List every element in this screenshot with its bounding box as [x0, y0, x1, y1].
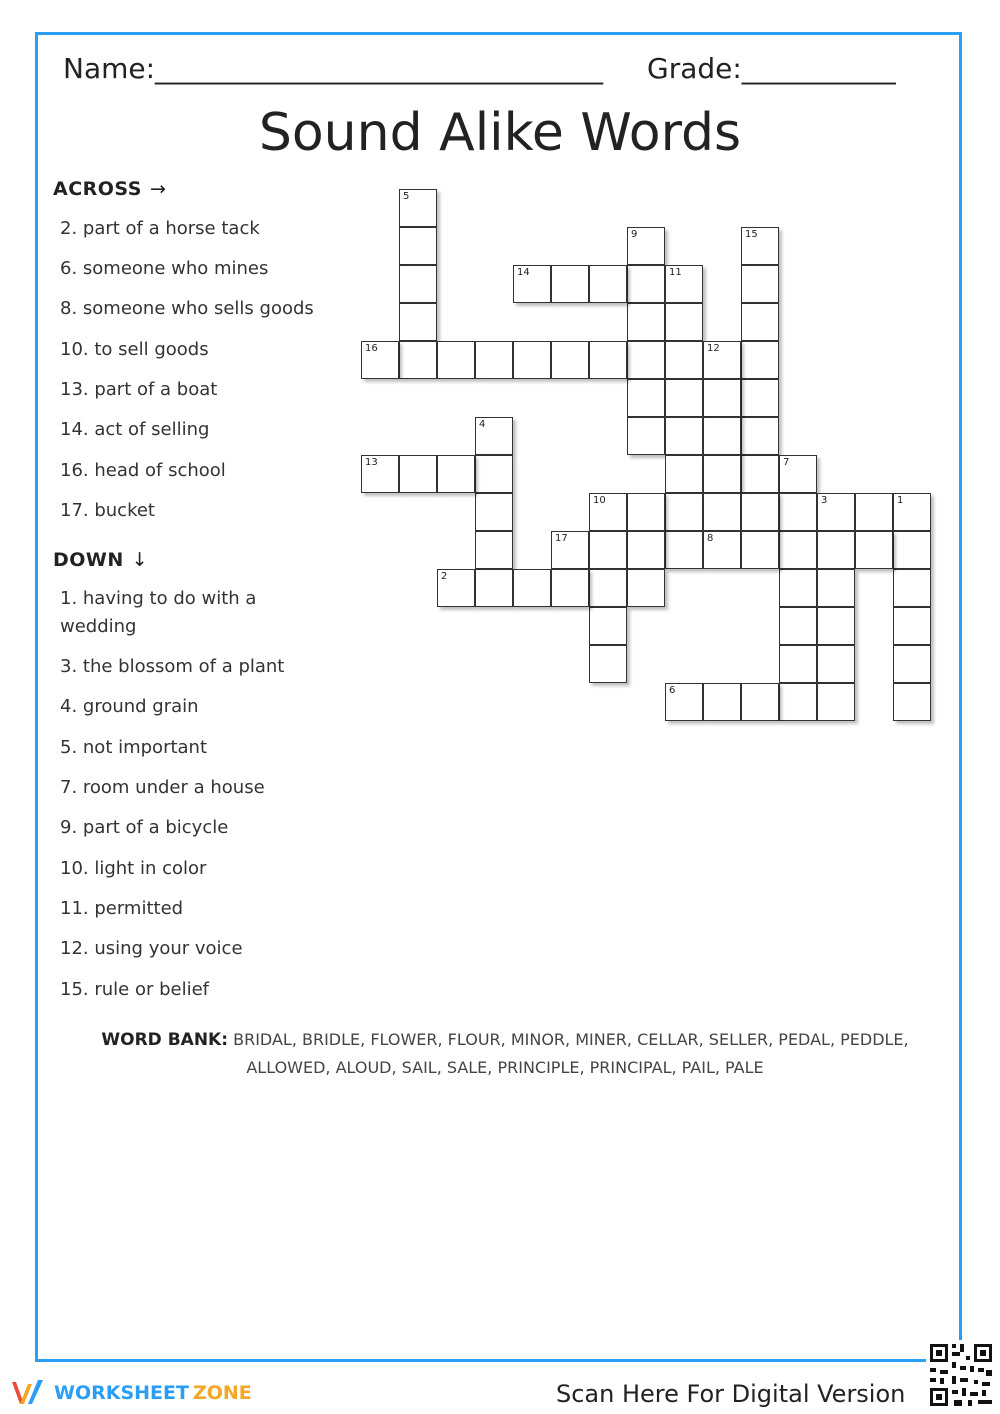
crossword-cell[interactable] [589, 607, 627, 645]
crossword-cell[interactable] [627, 569, 665, 607]
crossword-cell[interactable] [513, 265, 551, 303]
crossword-cell[interactable] [551, 265, 589, 303]
crossword-cell[interactable] [665, 493, 703, 531]
crossword-cell[interactable] [779, 493, 817, 531]
clue-number: 16 [365, 343, 378, 354]
crossword-cell[interactable] [817, 569, 855, 607]
crossword-cell[interactable] [665, 265, 703, 303]
down-clue: 1. having to do with a wedding [60, 588, 257, 637]
clue-number: 1 [897, 495, 904, 506]
crossword-cell[interactable] [855, 531, 893, 569]
crossword-cell[interactable] [741, 227, 779, 265]
crossword-cell[interactable] [741, 417, 779, 455]
crossword-cell[interactable] [741, 379, 779, 417]
word-bank-words: BRIDAL, BRIDLE, FLOWER, FLOUR, MINOR, MINER, CELLAR, SELLER, PEDAL, PEDDLE, ALLOWED, ALOUD, SAIL, SALE, PRINCIPLE, PRINCIPAL, PAIL, PALE [233, 1030, 909, 1077]
clue-number: 8 [707, 533, 714, 544]
crossword-cell[interactable] [741, 531, 779, 569]
crossword-cell[interactable] [741, 455, 779, 493]
crossword-cell[interactable] [817, 645, 855, 683]
crossword-cell[interactable] [665, 379, 703, 417]
crossword-cell[interactable] [817, 493, 855, 531]
crossword-cell[interactable] [855, 493, 893, 531]
clue-number: 7 [783, 457, 790, 468]
crossword-cell[interactable] [627, 265, 665, 303]
across-clue: 16. head of school [60, 460, 226, 481]
crossword-cell[interactable] [437, 569, 475, 607]
crossword-cell[interactable] [627, 303, 665, 341]
clue-number: 4 [479, 419, 486, 430]
crossword-cell[interactable] [513, 341, 551, 379]
across-heading-label: ACROSS [53, 178, 142, 200]
crossword-cell[interactable] [437, 455, 475, 493]
crossword-cell[interactable] [627, 341, 665, 379]
brand-name-part1: WORKSHEET [54, 1382, 189, 1404]
crossword-cell[interactable] [361, 341, 399, 379]
crossword-cell[interactable] [741, 341, 779, 379]
crossword-cell[interactable] [779, 645, 817, 683]
down-clue: 5. not important [60, 737, 208, 758]
crossword-cell[interactable] [665, 455, 703, 493]
crossword-cell[interactable] [893, 645, 931, 683]
word-bank-label: WORD BANK: [101, 1030, 229, 1050]
crossword-cell[interactable] [893, 493, 931, 531]
worksheet-zone-logo [10, 1376, 252, 1410]
crossword-cell[interactable] [589, 493, 627, 531]
scan-caption: Scan Here For Digital Version [556, 1380, 906, 1408]
crossword-cell[interactable] [589, 531, 627, 569]
crossword-cell[interactable] [665, 683, 703, 721]
down-clue: 9. part of a bicycle [60, 817, 229, 838]
crossword-cell[interactable] [703, 493, 741, 531]
across-clue: 14. act of selling [60, 419, 210, 440]
crossword-cell[interactable] [589, 341, 627, 379]
logo-icon [10, 1378, 48, 1408]
across-clue: 10. to sell goods [60, 339, 209, 360]
grade-field[interactable]: Grade:___________ [647, 52, 896, 85]
crossword-cell[interactable] [399, 265, 437, 303]
crossword-cell[interactable] [627, 379, 665, 417]
down-clue: 11. permitted [60, 898, 184, 919]
crossword-cell[interactable] [741, 265, 779, 303]
crossword-cell[interactable] [627, 493, 665, 531]
crossword-cell[interactable] [475, 341, 513, 379]
across-clue: 2. part of a horse tack [60, 218, 260, 239]
crossword-cell[interactable] [399, 341, 437, 379]
crossword-cell[interactable] [741, 683, 779, 721]
crossword-cell[interactable] [399, 455, 437, 493]
crossword-cell[interactable] [399, 227, 437, 265]
page-title: Sound Alike Words [258, 103, 742, 163]
crossword-cell[interactable] [741, 493, 779, 531]
down-clue: 4. ground grain [60, 696, 199, 717]
crossword-cell[interactable] [741, 303, 779, 341]
qr-code-icon[interactable] [926, 1340, 996, 1410]
brand-name-part2: ZONE [192, 1382, 252, 1404]
crossword-cell[interactable] [893, 531, 931, 569]
clue-number: 9 [631, 229, 638, 240]
down-clue: 3. the blossom of a plant [60, 656, 285, 677]
down-clue: 15. rule or belief [60, 979, 210, 1000]
crossword-cell[interactable] [665, 303, 703, 341]
clue-number: 10 [593, 495, 606, 506]
crossword-cell[interactable] [893, 683, 931, 721]
crossword-cell[interactable] [703, 417, 741, 455]
crossword-cell[interactable] [475, 417, 513, 455]
clue-number: 3 [821, 495, 828, 506]
down-clue: 7. room under a house [60, 777, 265, 798]
crossword-cell[interactable] [627, 417, 665, 455]
crossword-cell[interactable] [817, 531, 855, 569]
crossword-cell[interactable] [665, 417, 703, 455]
crossword-cell[interactable] [513, 569, 551, 607]
crossword-cell[interactable] [475, 455, 513, 493]
crossword-cell[interactable] [817, 683, 855, 721]
crossword-cell[interactable] [399, 189, 437, 227]
down-heading-label: DOWN [53, 549, 124, 571]
crossword-cell[interactable] [361, 455, 399, 493]
clue-number: 11 [669, 267, 682, 278]
crossword-cell[interactable] [627, 531, 665, 569]
crossword-cell[interactable] [779, 569, 817, 607]
crossword-cell[interactable] [703, 683, 741, 721]
crossword-cell[interactable] [399, 303, 437, 341]
crossword-cell[interactable] [551, 531, 589, 569]
crossword-cell[interactable] [893, 607, 931, 645]
crossword-cell[interactable] [589, 645, 627, 683]
clue-number: 5 [403, 191, 410, 202]
crossword-cell[interactable] [703, 531, 741, 569]
crossword-cell[interactable] [589, 569, 627, 607]
clue-number: 13 [365, 457, 378, 468]
clue-number: 17 [555, 533, 568, 544]
crossword-cell[interactable] [551, 341, 589, 379]
word-bank [60, 1026, 950, 1082]
across-clue: 8. someone who sells goods [60, 298, 314, 319]
crossword-cell[interactable] [703, 455, 741, 493]
clue-number: 14 [517, 267, 530, 278]
crossword-cell[interactable] [779, 455, 817, 493]
crossword-cell[interactable] [551, 569, 589, 607]
name-field[interactable]: Name:________________________________ [63, 52, 604, 85]
across-clue: 6. someone who mines [60, 258, 269, 279]
crossword-cell[interactable] [817, 607, 855, 645]
crossword-cell[interactable] [475, 569, 513, 607]
crossword-cell[interactable] [627, 227, 665, 265]
crossword-cell[interactable] [703, 341, 741, 379]
crossword-cell[interactable] [589, 265, 627, 303]
crossword-cell[interactable] [779, 607, 817, 645]
arrow-right-icon: → [149, 178, 167, 200]
across-clue: 17. bucket [60, 500, 155, 521]
crossword-cell[interactable] [779, 531, 817, 569]
crossword-cell[interactable] [475, 493, 513, 531]
crossword-cell[interactable] [703, 379, 741, 417]
clue-number: 6 [669, 685, 676, 696]
clue-number: 2 [441, 571, 448, 582]
crossword-cell[interactable] [665, 341, 703, 379]
crossword-cell[interactable] [475, 531, 513, 569]
crossword-cell[interactable] [665, 531, 703, 569]
crossword-cell[interactable] [779, 683, 817, 721]
crossword-cell[interactable] [893, 569, 931, 607]
across-clue: 13. part of a boat [60, 379, 218, 400]
crossword-cell[interactable] [437, 341, 475, 379]
clue-number: 15 [745, 229, 758, 240]
clue-number: 12 [707, 343, 720, 354]
down-clue: 12. using your voice [60, 938, 243, 959]
down-clue: 10. light in color [60, 858, 207, 879]
arrow-down-icon: ↓ [131, 549, 149, 571]
